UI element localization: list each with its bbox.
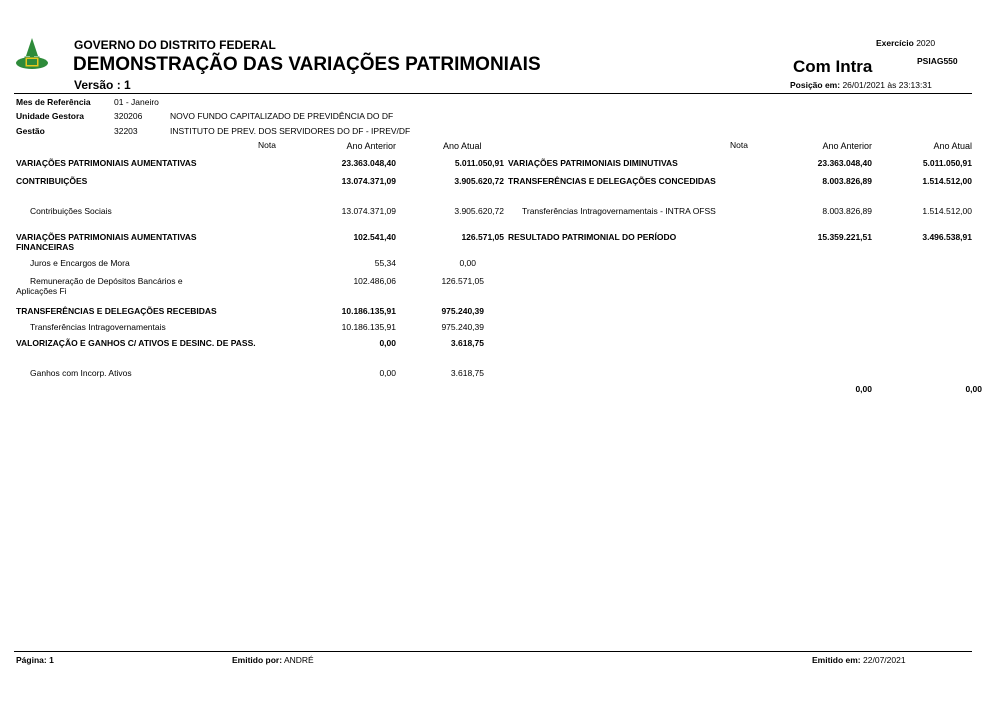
left-row-0-anterior: 23.363.048,40 [341,158,396,168]
posicao-label: Posição em: [790,80,841,90]
footer-pagina [16,655,54,665]
ug-label: Unidade Gestora [16,111,85,121]
gestao-label: Gestão [16,126,45,136]
right-row-3-atual: 3.496.538,91 [922,232,972,242]
header-divider [14,93,972,94]
left-row-2-anterior: 13.074.371,09 [341,206,396,216]
left-row-1-atual: 3.905.620,72 [454,176,504,186]
footer-emitido-em [812,655,906,665]
left-row-6-label: TRANSFERÊNCIAS E DELEGAÇÕES RECEBIDAS [16,306,217,316]
left-row-4-atual: 0,00 [459,258,476,268]
left-anterior-header: Ano Anterior [346,141,396,151]
left-row-8-anterior: 0,00 [379,338,396,348]
left-row-9-anterior: 0,00 [379,368,396,378]
emitido-por-value: ANDRÉ [283,655,314,665]
footer-emitido-por [232,655,314,665]
right-row-2-label: Transferências Intragovernamentais - INTRA OFSS [522,206,716,216]
left-row-8-label: VALORIZAÇÃO E GANHOS C/ ATIVOS E DESINC. DE PASS. [16,338,256,348]
left-row-3-label: VARIAÇÕES PATRIMONIAIS AUMENTATIVAS FINANCEIRAS [16,232,197,252]
ug-code: 320206 [114,111,143,121]
left-row-5-label: Remuneração de Depósitos Bancários e Aplicações Fi [16,276,183,296]
left-row-5-atual: 126.571,05 [441,276,484,286]
footer-divider [14,651,972,652]
left-row-7-anterior: 10.186.135,91 [341,322,396,332]
left-row-3-atual: 126.571,05 [461,232,504,242]
left-atual-header: Ano Atual [443,141,482,151]
mes-value: 01 - Janeiro [114,97,159,107]
left-row-7-label: Transferências Intragovernamentais [30,322,166,332]
left-row-4-label: Juros e Encargos de Mora [30,258,130,268]
total-atual: 0,00 [965,384,982,394]
gestao-code: 32203 [114,126,138,136]
right-row-3-anterior: 15.359.221,51 [817,232,872,242]
ug-name: NOVO FUNDO CAPITALIZADO DE PREVIDÊNCIA DO DF [170,111,394,121]
left-row-7-atual: 975.240,39 [441,322,484,332]
left-row-1-label: CONTRIBUIÇÕES [16,176,88,186]
posicao [790,80,932,90]
left-row-4-anterior: 55,34 [374,258,396,268]
exercicio [876,38,935,48]
total-anterior: 0,00 [855,384,872,394]
mes-label: Mes de Referência [16,97,91,107]
version-label: Versão : 1 [74,78,131,92]
left-row-9-label: Ganhos com Incorp. Ativos [30,368,132,378]
right-row-2-atual: 1.514.512,00 [922,206,972,216]
posicao-as: às [887,80,897,90]
left-row-9-atual: 3.618,75 [450,368,484,378]
left-row-6-atual: 975.240,39 [441,306,484,316]
right-row-0-anterior: 23.363.048,40 [817,158,872,168]
exercicio-value: 2020 [916,38,936,48]
posicao-time: 23:13:31 [898,80,932,90]
exercicio-label: Exercício [876,38,914,48]
right-row-1-label: TRANSFERÊNCIAS E DELEGAÇÕES CONCEDIDAS [508,176,716,186]
left-row-1-anterior: 13.074.371,09 [341,176,396,186]
left-row-2-atual: 3.905.620,72 [454,206,504,216]
right-row-0-atual: 5.011.050,91 [922,158,972,168]
left-row-5-anterior: 102.486,06 [353,276,396,286]
gov-name: GOVERNO DO DISTRITO FEDERAL [74,38,276,52]
pagina-value: 1 [49,655,54,665]
pagina-label: Página: [16,655,47,665]
left-row-0-label: VARIAÇÕES PATRIMONIAIS AUMENTATIVAS [16,158,197,168]
right-row-0-label: VARIAÇÕES PATRIMONIAIS DIMINUTIVAS [508,158,678,168]
left-row-8-atual: 3.618,75 [450,338,484,348]
posicao-date: 26/01/2021 [842,80,885,90]
gestao-name: INSTITUTO DE PREV. DOS SERVIDORES DO DF - IPREV/DF [170,126,411,136]
left-row-0-atual: 5.011.050,91 [454,158,504,168]
right-row-1-anterior: 8.003.826,89 [822,176,872,186]
com-intra-label: Com Intra [793,57,873,76]
emitido-em-value: 22/07/2021 [863,655,906,665]
page-title: DEMONSTRAÇÃO DAS VARIAÇÕES PATRIMONIAIS [73,54,541,75]
report-code: PSIAG550 [917,56,958,66]
right-row-2-anterior: 8.003.826,89 [822,206,872,216]
right-atual-header: Ano Atual [933,141,972,151]
brasao-logo [14,36,50,74]
left-row-2-label: Contribuições Sociais [30,206,112,216]
right-nota-header: Nota [730,140,748,150]
right-row-3-label: RESULTADO PATRIMONIAL DO PERÍODO [508,232,677,242]
left-nota-header: Nota [258,140,276,150]
left-row-3-anterior: 102.541,40 [353,232,396,242]
right-row-1-atual: 1.514.512,00 [922,176,972,186]
emitido-por-label: Emitido por: [232,655,283,665]
left-row-6-anterior: 10.186.135,91 [341,306,396,316]
right-anterior-header: Ano Anterior [822,141,872,151]
emitido-em-label: Emitido em: [812,655,861,665]
